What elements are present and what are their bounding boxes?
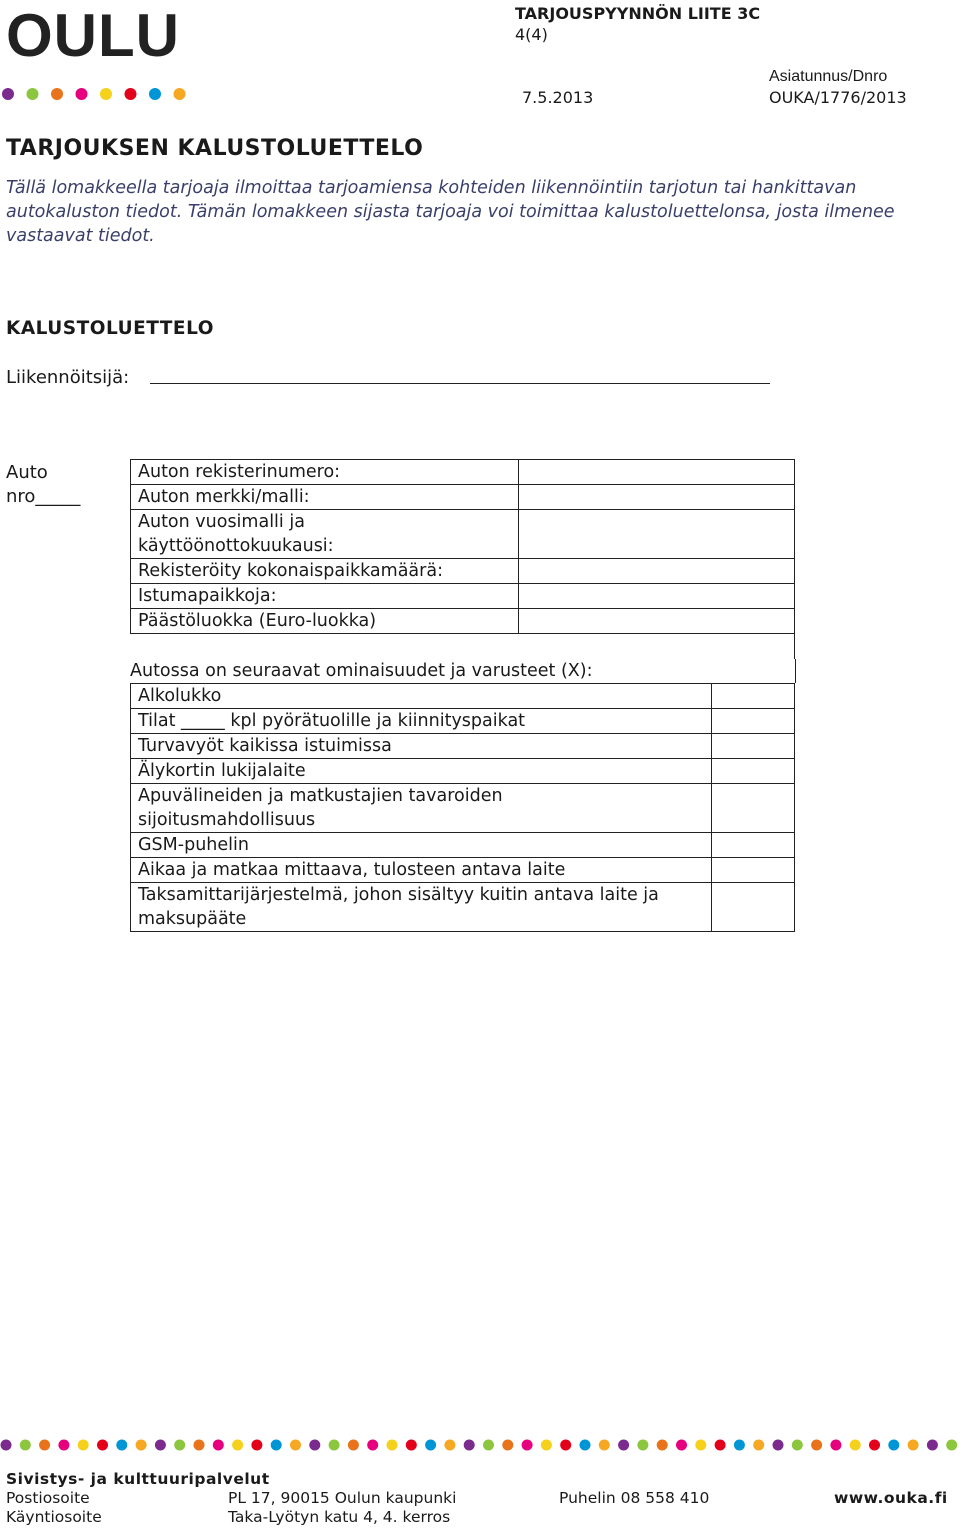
dot-icon	[290, 1440, 301, 1451]
footer-visit-label: Käyntiosoite	[6, 1508, 102, 1526]
dot-icon	[734, 1440, 745, 1451]
dot-icon	[58, 1440, 69, 1451]
dot-icon	[174, 88, 186, 100]
footer-dots-graphic	[0, 1438, 960, 1452]
dot-icon	[637, 1440, 648, 1451]
dot-icon	[78, 1440, 89, 1451]
feature-check-cell[interactable]	[712, 784, 795, 833]
dot-icon	[869, 1440, 880, 1451]
feature-check-cell[interactable]	[712, 858, 795, 883]
logo-dots	[2, 86, 187, 100]
dot-icon	[695, 1440, 706, 1451]
feature-label: Apuvälineiden ja matkustajien tavaroiden sijoitusmahdollisuus	[131, 784, 712, 833]
reference-label: Asiatunnus/Dnro	[769, 68, 888, 85]
feature-check-cell[interactable]	[712, 684, 795, 709]
page-title: TARJOUKSEN KALUSTOLUETTELO	[6, 136, 424, 161]
feature-check-cell[interactable]	[712, 734, 795, 759]
field-label: Istumapaikkoja:	[131, 584, 519, 609]
dot-icon	[271, 1440, 282, 1451]
dot-icon	[251, 1440, 262, 1451]
dot-icon	[657, 1440, 668, 1451]
dot-icon	[502, 1440, 513, 1451]
table-row	[131, 883, 795, 932]
dot-icon	[773, 1440, 784, 1451]
features-heading: Autossa on seuraavat ominaisuudet ja varusteet (X):	[130, 659, 796, 683]
dot-icon	[522, 1440, 533, 1451]
dot-icon	[541, 1440, 552, 1451]
dot-icon	[830, 1440, 841, 1451]
vehicle-info-table	[130, 459, 795, 634]
table-row	[131, 858, 795, 883]
operator-input-line[interactable]	[150, 383, 770, 384]
dot-icon	[888, 1440, 899, 1451]
field-value-cell[interactable]	[518, 559, 794, 584]
dot-icon	[329, 1440, 340, 1451]
footer-visit-value: Taka-Lyötyn katu 4, 4. kerros	[228, 1508, 451, 1526]
dot-icon	[580, 1440, 591, 1451]
table-row	[131, 784, 795, 833]
feature-check-cell[interactable]	[712, 759, 795, 784]
dot-icon	[715, 1440, 726, 1451]
dot-icon	[39, 1440, 50, 1451]
table-row	[131, 609, 795, 634]
field-label: Auton vuosimalli ja käyttöönottokuukausi:	[131, 510, 519, 559]
feature-label: Alkolukko	[131, 684, 712, 709]
dot-icon	[1, 1440, 12, 1451]
field-value-cell[interactable]	[518, 510, 794, 559]
dot-icon	[100, 88, 112, 100]
dot-icon	[125, 88, 137, 100]
dot-icon	[464, 1440, 475, 1451]
dot-icon	[213, 1440, 224, 1451]
dot-icon	[27, 88, 39, 100]
dot-icon	[51, 88, 63, 100]
field-label: Auton rekisterinumero:	[131, 460, 519, 485]
field-label: Auton merkki/malli:	[131, 485, 519, 510]
car-label: Auto	[6, 462, 48, 483]
footer-postal-label: Postiosoite	[6, 1489, 90, 1507]
dot-icon	[908, 1440, 919, 1451]
feature-label: Turvavyöt kaikissa istuimissa	[131, 734, 712, 759]
document-date: 7.5.2013	[522, 88, 594, 107]
field-label: Päästöluokka (Euro-luokka)	[131, 609, 519, 634]
car-number-field[interactable]: nro_____	[6, 486, 81, 507]
page-number: 4(4)	[515, 25, 548, 44]
operator-label: Liikennöitsijä:	[6, 367, 130, 388]
features-table	[130, 683, 795, 932]
table-row	[131, 510, 795, 559]
dot-icon	[116, 1440, 127, 1451]
table-row	[131, 584, 795, 609]
dot-icon	[792, 1440, 803, 1451]
feature-label: Aikaa ja matkaa mittaava, tulosteen antava laite	[131, 858, 712, 883]
table-row	[131, 460, 795, 485]
dot-icon	[309, 1440, 320, 1451]
feature-check-cell[interactable]	[712, 833, 795, 858]
dot-icon	[753, 1440, 764, 1451]
table-row	[131, 709, 795, 734]
feature-label: GSM-puhelin	[131, 833, 712, 858]
footer-phone: Puhelin 08 558 410	[559, 1489, 710, 1507]
dot-icon	[425, 1440, 436, 1451]
dot-icon	[348, 1440, 359, 1451]
field-value-cell[interactable]	[518, 609, 794, 634]
dot-icon	[406, 1440, 417, 1451]
field-label: Rekisteröity kokonaispaikkamäärä:	[131, 559, 519, 584]
table-row	[131, 485, 795, 510]
dot-icon	[387, 1440, 398, 1451]
table-row	[131, 559, 795, 584]
table-row	[131, 759, 795, 784]
field-value-cell[interactable]	[518, 460, 794, 485]
dot-icon	[232, 1440, 243, 1451]
dot-icon	[155, 1440, 166, 1451]
intro-text: Tällä lomakkeella tarjoaja ilmoittaa tarjoamiensa kohteiden liikennöintiin tarjotun tai hankittavan autokaluston tiedot. Tämän lomakkeen sijasta tarjoaja voi toimittaa kalustoluettelonsa, josta ilmenee vastaavat tiedot.	[6, 178, 895, 246]
dot-icon	[97, 1440, 108, 1451]
dot-icon	[149, 88, 161, 100]
feature-label: Älykortin lukijalaite	[131, 759, 712, 784]
feature-label: Tilat _____ kpl pyörätuolille ja kiinnityspaikat	[131, 709, 712, 734]
feature-label: Taksamittarijärjestelmä, johon sisältyy kuitin antava laite ja maksupääte	[131, 883, 712, 932]
dot-icon	[2, 88, 14, 100]
reference-number: OUKA/1776/2013	[769, 88, 907, 107]
field-value-cell[interactable]	[518, 485, 794, 510]
footer-website-link[interactable]: www.ouka.fi	[834, 1489, 948, 1507]
footer-dots	[0, 1437, 960, 1451]
table-row	[131, 684, 795, 709]
dot-icon	[20, 1440, 31, 1451]
dot-icon	[946, 1440, 957, 1451]
table-row	[131, 833, 795, 858]
feature-check-cell[interactable]	[712, 883, 795, 932]
section-title: KALUSTOLUETTELO	[6, 318, 214, 339]
dot-icon	[194, 1440, 205, 1451]
dot-icon	[927, 1440, 938, 1451]
dot-icon	[618, 1440, 629, 1451]
dot-icon	[483, 1440, 494, 1451]
dot-icon	[174, 1440, 185, 1451]
table-row	[131, 734, 795, 759]
logo-dots-graphic	[2, 87, 187, 101]
dot-icon	[676, 1440, 687, 1451]
dot-icon	[560, 1440, 571, 1451]
dot-icon	[850, 1440, 861, 1451]
table-divider	[794, 633, 795, 659]
dot-icon	[136, 1440, 147, 1451]
oulu-logo: OULU	[6, 2, 180, 69]
dot-icon	[76, 88, 88, 100]
dot-icon	[811, 1440, 822, 1451]
feature-check-cell[interactable]	[712, 709, 795, 734]
document-title: TARJOUSPYYNNÖN LIITE 3C	[515, 4, 761, 23]
footer-postal-value: PL 17, 90015 Oulun kaupunki	[228, 1489, 457, 1507]
dot-icon	[367, 1440, 378, 1451]
dot-icon	[599, 1440, 610, 1451]
footer-unit: Sivistys- ja kulttuuripalvelut	[6, 1470, 270, 1488]
field-value-cell[interactable]	[518, 584, 794, 609]
dot-icon	[444, 1440, 455, 1451]
